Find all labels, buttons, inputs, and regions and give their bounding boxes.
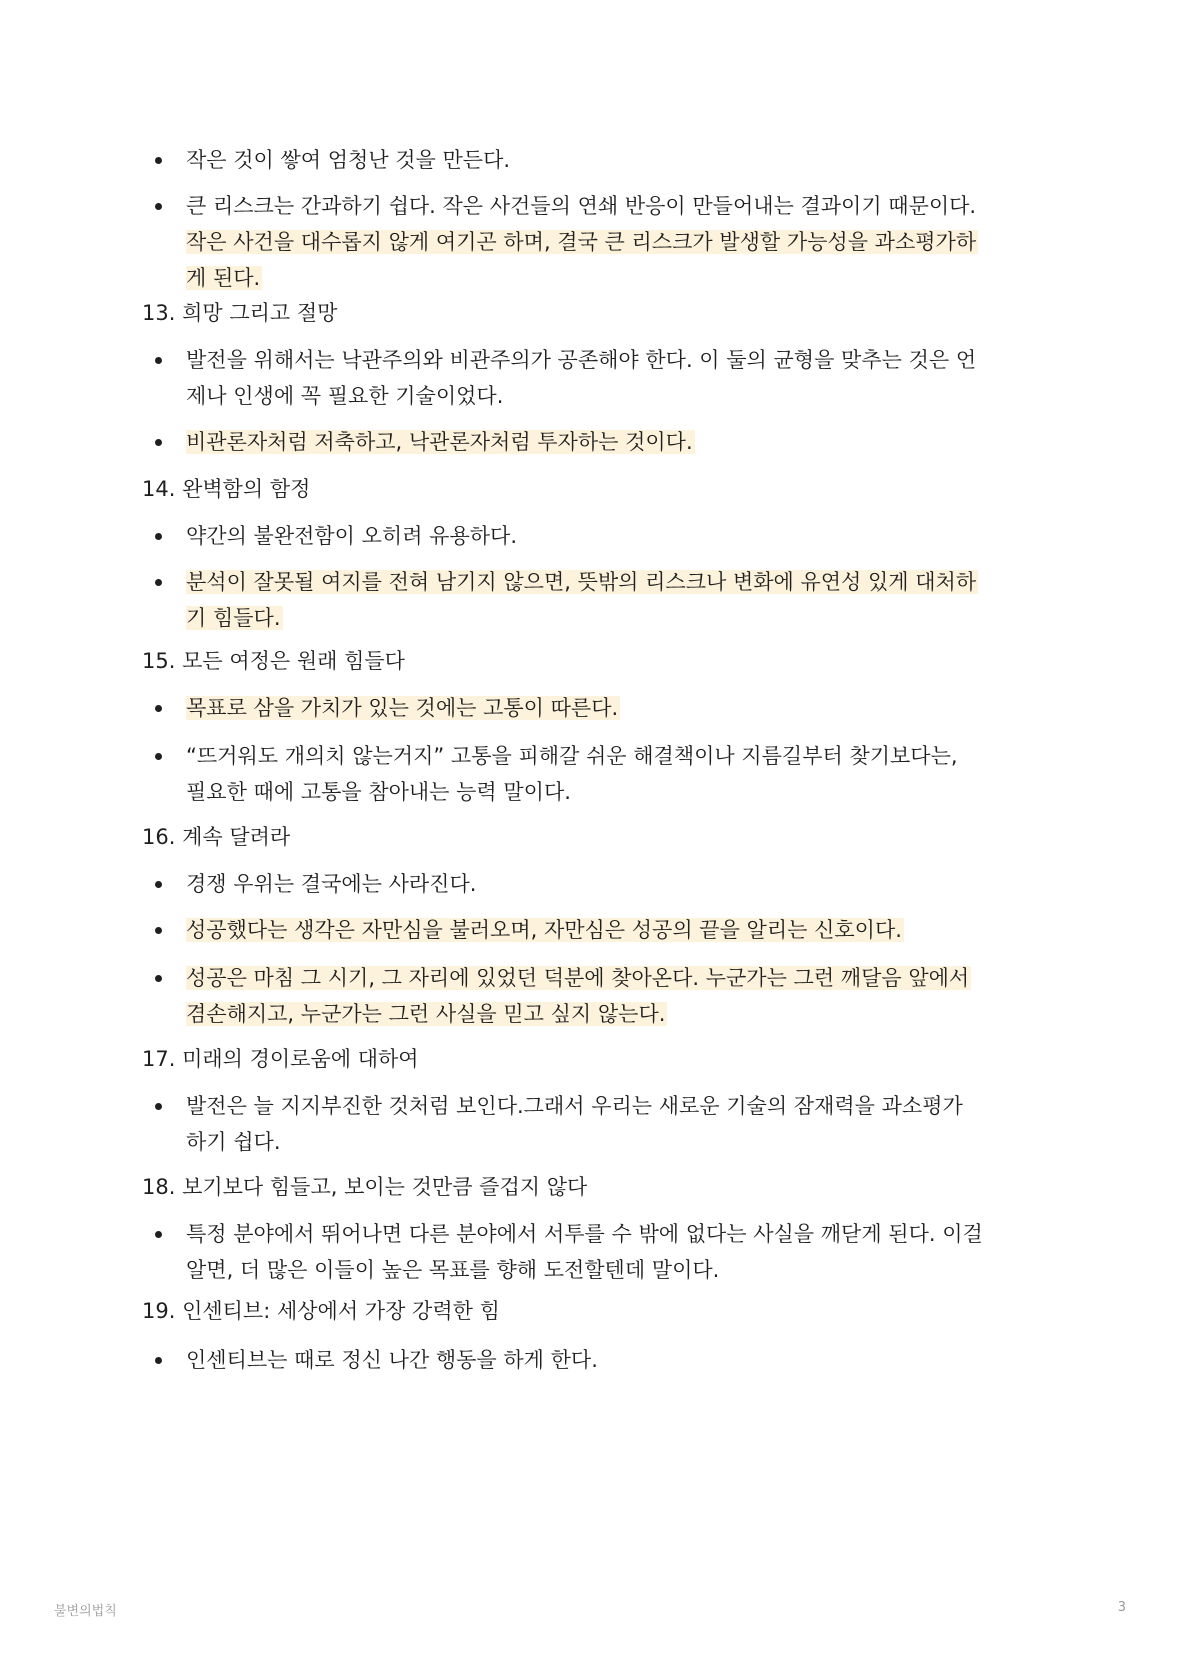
bullet-text [186, 1088, 1042, 1160]
bullet-text [186, 866, 1042, 902]
line-text: 필요한 때에 고통을 참아내는 능력 말이다. [186, 780, 571, 804]
bullet-line [186, 738, 1042, 774]
bullet-line [186, 518, 1042, 554]
line-text: 약간의 불완전함이 오히려 유용하다. [186, 524, 517, 548]
bullet-text [186, 960, 1042, 1032]
bullet-dot-icon [155, 1103, 162, 1110]
bullet-text [186, 1216, 1042, 1288]
highlighted-text: 작은 사건을 대수롭지 않게 여기곤 하며, 결국 큰 리스크가 발생할 가능성을 과소평가하 [186, 230, 977, 254]
highlighted-text: 성공했다는 생각은 자만심을 불러오며, 자만심은 성공의 끝을 알리는 신호이다. [186, 918, 902, 942]
bullet-text [186, 188, 1042, 296]
bullet-line [186, 912, 1042, 948]
bullet-line [186, 188, 1042, 224]
bullet-dot-icon [155, 927, 162, 934]
bullet-line [186, 600, 1042, 636]
section-heading: 13. 희망 그리고 절망 [142, 301, 338, 325]
bullet-line [186, 1124, 1042, 1160]
highlighted-text: 목표로 삼을 가치가 있는 것에는 고통이 따른다. [186, 696, 619, 720]
bullet-line [186, 142, 1042, 178]
bullet-text [186, 690, 1042, 726]
bullet-line [186, 690, 1042, 726]
section-heading: 16. 계속 달려라 [142, 825, 291, 849]
bullet-line [186, 224, 1042, 260]
bullet-text [186, 424, 1042, 460]
line-text: 큰 리스크는 간과하기 쉽다. 작은 사건들의 연쇄 반응이 만들어내는 결과이기 때문이다. [186, 194, 977, 218]
line-text: 발전은 늘 지지부진한 것처럼 보인다.그래서 우리는 새로운 기술의 잠재력을 과소평가 [186, 1094, 963, 1118]
bullet-dot-icon [155, 705, 162, 712]
bullet-dot-icon [155, 1357, 162, 1364]
section-heading: 14. 완벽함의 함정 [142, 477, 311, 501]
line-text: 작은 것이 쌓여 엄청난 것을 만든다. [186, 148, 511, 172]
bullet-dot-icon [155, 881, 162, 888]
line-text: 발전을 위해서는 낙관주의와 비관주의가 공존해야 한다. 이 둘의 균형을 맞추는 것은 언 [186, 348, 977, 372]
highlighted-text: 게 된다. [186, 266, 261, 290]
highlighted-text: 기 힘들다. [186, 606, 281, 630]
section-heading: 15. 모든 여정은 원래 힘들다 [142, 649, 405, 673]
bullet-line [186, 774, 1042, 810]
bullet-line [186, 1342, 1042, 1378]
bullet-text [186, 564, 1042, 636]
bullet-dot-icon [155, 439, 162, 446]
bullet-dot-icon [155, 157, 162, 164]
bullet-dot-icon [155, 753, 162, 760]
bullet-line [186, 424, 1042, 460]
line-text: 인센티브는 때로 정신 나간 행동을 하게 한다. [186, 1348, 598, 1372]
line-text: 특정 분야에서 뛰어나면 다른 분야에서 서투를 수 밖에 없다는 사실을 깨닫게 된다. 이걸 [186, 1222, 983, 1246]
highlighted-text: 겸손해지고, 누군가는 그런 사실을 믿고 싶지 않는다. [186, 1002, 666, 1026]
footer-page-number: 3 [1117, 1600, 1126, 1615]
bullet-line [186, 960, 1042, 996]
footer-book-title: 불변의법칙 [54, 1604, 117, 1619]
bullet-text [186, 1342, 1042, 1378]
highlighted-text: 비관론자처럼 저축하고, 낙관론자처럼 투자하는 것이다. [186, 430, 693, 454]
bullet-dot-icon [155, 203, 162, 210]
line-text: 하기 쉽다. [186, 1130, 281, 1154]
highlighted-text: 성공은 마침 그 시기, 그 자리에 있었던 덕분에 찾아온다. 누군가는 그런 깨달음 앞에서 [186, 966, 970, 990]
bullet-dot-icon [155, 975, 162, 982]
bullet-text [186, 342, 1042, 414]
line-text: 제나 인생에 꼭 필요한 기술이었다. [186, 384, 504, 408]
bullet-line [186, 1088, 1042, 1124]
bullet-text [186, 518, 1042, 554]
highlighted-text: 분석이 잘못될 여지를 전혀 남기지 않으면, 뜻밖의 리스크나 변화에 유연성 있게 대처하 [186, 570, 977, 594]
bullet-line [186, 260, 1042, 296]
bullet-text [186, 738, 1042, 810]
bullet-line [186, 564, 1042, 600]
bullet-line [186, 866, 1042, 902]
bullet-dot-icon [155, 1231, 162, 1238]
bullet-line [186, 996, 1042, 1032]
line-text: “뜨거워도 개의치 않는거지” 고통을 피해갈 쉬운 해결책이나 지름길부터 찾기보다는, [186, 744, 958, 768]
line-text: 경쟁 우위는 결국에는 사라진다. [186, 872, 477, 896]
line-text: 알면, 더 많은 이들이 높은 목표를 향해 도전할텐데 말이다. [186, 1258, 720, 1282]
bullet-dot-icon [155, 533, 162, 540]
bullet-text [186, 912, 1042, 948]
bullet-dot-icon [155, 579, 162, 586]
bullet-dot-icon [155, 357, 162, 364]
section-heading: 17. 미래의 경이로움에 대하여 [142, 1047, 419, 1071]
bullet-line [186, 342, 1042, 378]
bullet-line [186, 1216, 1042, 1252]
bullet-line [186, 1252, 1042, 1288]
section-heading: 19. 인센티브: 세상에서 가장 강력한 힘 [142, 1299, 500, 1323]
bullet-text [186, 142, 1042, 178]
section-heading: 18. 보기보다 힘들고, 보이는 것만큼 즐겁지 않다 [142, 1175, 588, 1199]
bullet-line [186, 378, 1042, 414]
